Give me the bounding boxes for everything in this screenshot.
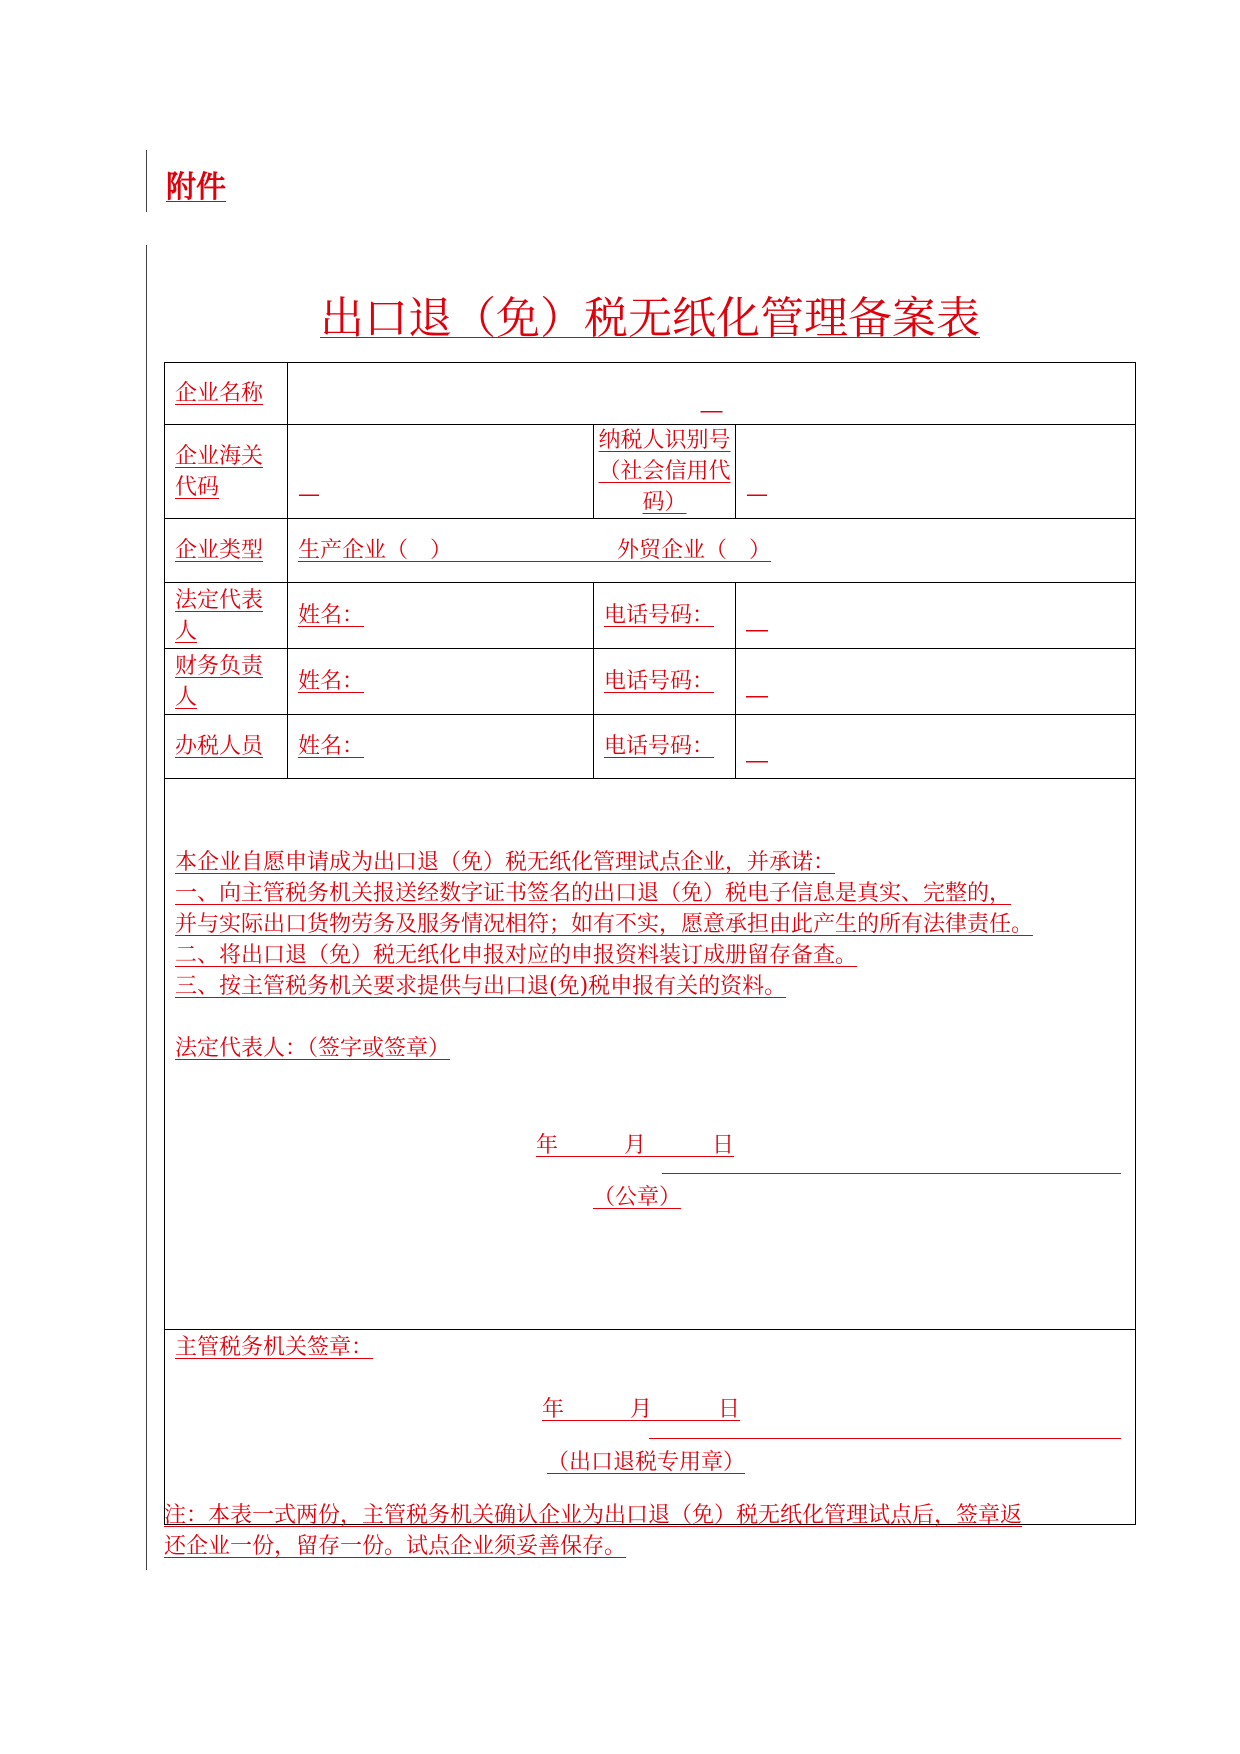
company-type-label: 企业类型	[165, 519, 288, 583]
page-title: 出口退（免）税无纸化管理备案表	[320, 293, 980, 344]
finance-head-name[interactable]: 姓名：	[288, 649, 594, 715]
customs-code-label: 企业海关代码	[165, 425, 288, 519]
taxpayer-id-value[interactable]: —	[736, 425, 1136, 519]
seal-line	[662, 1173, 1121, 1174]
margin-bar	[146, 245, 147, 1570]
finance-head-label: 财务负责人	[165, 649, 288, 715]
company-name-value[interactable]: __	[288, 363, 1136, 425]
row-company-name	[165, 363, 1136, 425]
statement-block	[165, 779, 1136, 1330]
taxpayer-id-label: 纳税人识别号 （社会信用代码）	[594, 425, 736, 519]
tax-staff-label: 办税人员	[165, 715, 288, 779]
option-spacer	[441, 538, 617, 563]
footnote: 注：本表一式两份，主管税务机关确认企业为出口退（免）税无纸化管理试点后，签章返 还企业一份，留存一份。试点企业须妥善保存。	[164, 1503, 1023, 1559]
row-legal-rep	[165, 583, 1136, 649]
export-tax-seal: （出口退税专用章）	[547, 1450, 746, 1475]
row-statement	[165, 779, 1136, 1330]
margin-bar	[146, 150, 147, 212]
company-type-options	[288, 519, 1136, 583]
tax-office-date[interactable]: 年 月 日	[542, 1397, 741, 1422]
row-tax-staff	[165, 715, 1136, 779]
legal-rep-signature[interactable]: 法定代表人：（签字或签章）	[175, 1036, 451, 1061]
row-tax-office	[165, 1330, 1136, 1525]
company-seal: （公章）	[593, 1185, 682, 1210]
legal-rep-phone-value[interactable]: __	[736, 583, 1136, 649]
statement-line: 并与实际出口货物劳务及服务情况相符；如有不实，愿意承担由此产生的所有法律责任。	[175, 912, 1034, 937]
tax-staff-phone-label: 电话号码：	[594, 715, 736, 779]
statement-line: 本企业自愿申请成为出口退（免）税无纸化管理试点企业，并承诺：	[175, 850, 836, 875]
statement-date[interactable]: 年 月 日	[536, 1133, 735, 1158]
customs-code-value[interactable]: —	[288, 425, 594, 519]
row-customs-code	[165, 425, 1136, 519]
row-company-type	[165, 519, 1136, 583]
tax-office-block	[165, 1330, 1136, 1525]
statement-line: 三、按主管税务机关要求提供与出口退(免)税申报有关的资料。	[175, 974, 787, 999]
attachment-label: 附件	[166, 170, 226, 205]
company-name-label: 企业名称	[165, 363, 288, 425]
tax-office-label: 主管税务机关签章：	[175, 1335, 374, 1360]
tax-office-seal-line	[649, 1438, 1121, 1439]
tax-staff-name[interactable]: 姓名：	[288, 715, 594, 779]
legal-rep-label: 法定代表人	[165, 583, 288, 649]
option-manufacturer[interactable]: 生产企业（ ）	[298, 538, 442, 563]
statement-line: 一、向主管税务机关报送经数字证书签名的出口退（免）税电子信息是真实、完整的，	[175, 881, 1012, 906]
finance-head-phone-label: 电话号码：	[594, 649, 736, 715]
tax-staff-phone-value[interactable]: __	[736, 715, 1136, 779]
finance-head-phone-value[interactable]: __	[736, 649, 1136, 715]
filing-form-table	[164, 362, 1136, 1525]
statement-line: 二、将出口退（免）税无纸化申报对应的申报资料装订成册留存备查。	[175, 943, 858, 968]
legal-rep-phone-label: 电话号码：	[594, 583, 736, 649]
row-finance-head	[165, 649, 1136, 715]
option-trading[interactable]: 外贸企业（ ）	[617, 538, 772, 563]
legal-rep-name[interactable]: 姓名：	[288, 583, 594, 649]
